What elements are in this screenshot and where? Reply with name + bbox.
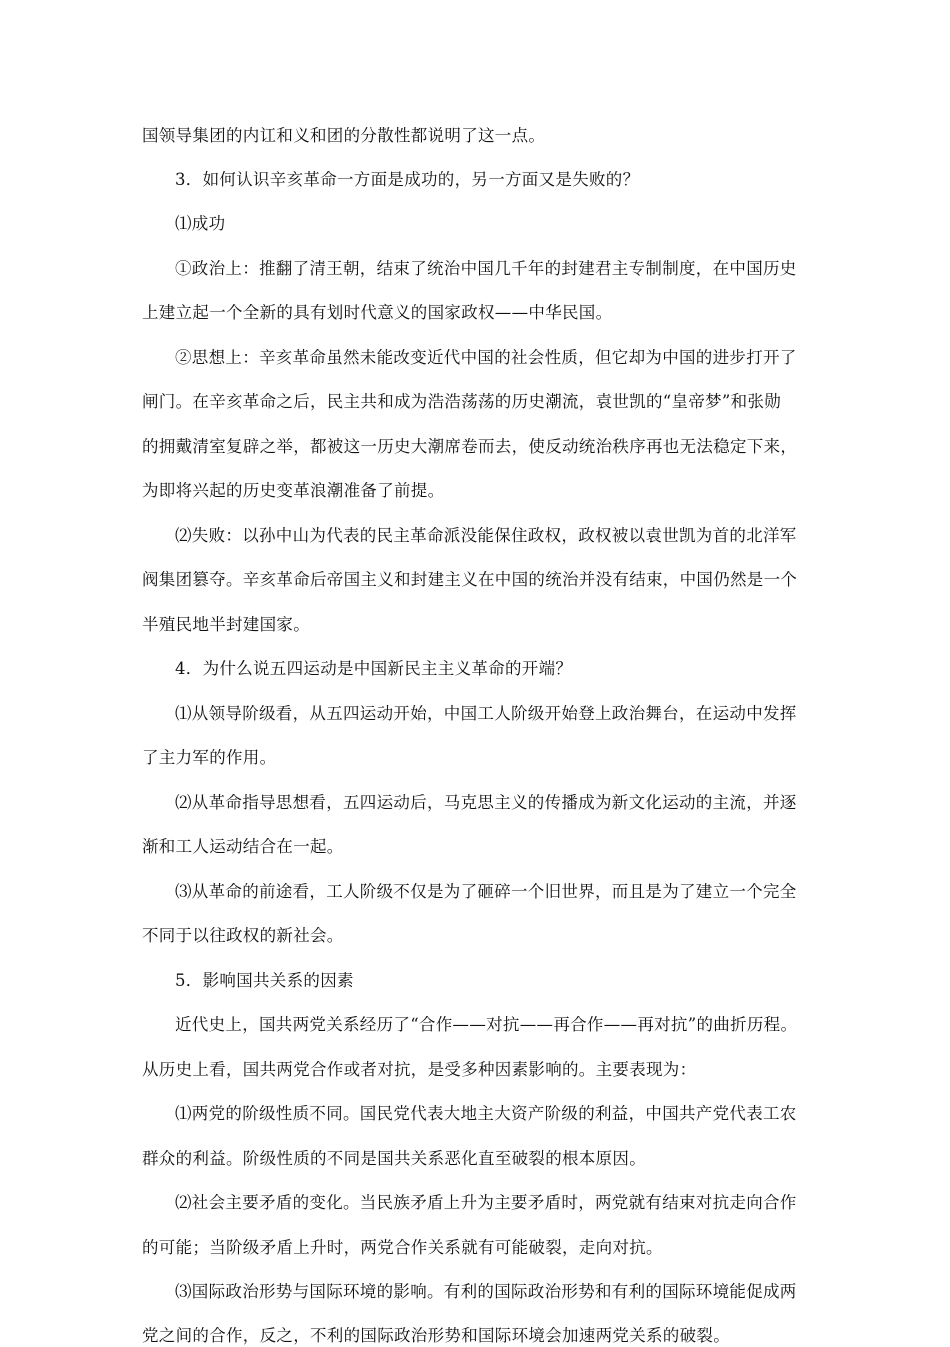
text-line: 半殖民地半封建国家。 [142,615,310,634]
text-line: ①政治上：推翻了清王朝，结束了统治中国几千年的封建君主专制制度，在中国历史 [175,259,797,278]
text-line: ②思想上：辛亥革命虽然未能改变近代中国的社会性质，但它却为中国的进步打开了 [175,348,797,367]
text-line: ⑵从革命指导思想看，五四运动后，马克思主义的传播成为新文化运动的主流，并逐 [175,793,797,812]
text-line: 国领导集团的内讧和义和团的分散性都说明了这一点。 [142,126,546,145]
text-line: 了主力军的作用。 [142,748,277,767]
text-line: ⑶从革命的前途看，工人阶级不仅是为了砸碎一个旧世界，而且是为了建立一个完全 [175,882,797,901]
text-line: 党之间的合作，反之，不利的国际政治形势和国际环境会加速两党关系的破裂。 [142,1326,730,1345]
text-line: 近代史上，国共两党关系经历了“合作——对抗——再合作——再对抗”的曲折历程。 [175,1015,798,1034]
question-3-heading: 3．如何认识辛亥革命一方面是成功的，另一方面又是失败的？ [175,170,640,189]
text-line: 从历史上看，国共两党合作或者对抗，是受多种因素影响的。主要表现为： [142,1060,697,1079]
text-line: ⑴从领导阶级看，从五四运动开始，中国工人阶级开始登上政治舞台，在运动中发挥 [175,704,797,723]
text-line: 为即将兴起的历史变革浪潮准备了前提。 [142,481,445,500]
text-line: 群众的利益。阶级性质的不同是国共关系恶化直至破裂的根本原因。 [142,1149,646,1168]
question-5-heading: 5．影响国共关系的因素 [175,971,354,990]
text-line: ⑴两党的阶级性质不同。国民党代表大地主大资产阶级的利益，中国共产党代表工农 [175,1104,797,1123]
text-line: 阀集团篡夺。辛亥革命后帝国主义和封建主义在中国的统治并没有结束，中国仍然是一个 [142,570,798,589]
text-line: 的拥戴清室复辟之举，都被这一历史大潮席卷而去，使反动统治秩序再也无法稳定下来， [142,437,798,456]
text-line: ⑶国际政治形势与国际环境的影响。有利的国际政治形势和有利的国际环境能促成两 [175,1282,797,1301]
text-line: 的可能；当阶级矛盾上升时，两党合作关系就有可能破裂，走向对抗。 [142,1238,663,1257]
text-line: ⑵社会主要矛盾的变化。当民族矛盾上升为主要矛盾时，两党就有结束对抗走向合作 [175,1193,797,1212]
text-line: 不同于以往政权的新社会。 [142,926,344,945]
text-line: ⑵失败：以孙中山为代表的民主革命派没能保住政权，政权被以袁世凯为首的北洋军 [175,526,797,545]
text-line: 闸门。在辛亥革命之后，民主共和成为浩浩荡荡的历史潮流，袁世凯的“皇帝梦”和张勋 [142,392,782,411]
question-4-heading: 4．为什么说五四运动是中国新民主主义革命的开端？ [175,659,573,678]
text-line: 渐和工人运动结合在一起。 [142,837,344,856]
text-line: 上建立起一个全新的具有划时代意义的国家政权——中华民国。 [142,303,613,322]
subheading-success: ⑴成功 [175,214,226,233]
